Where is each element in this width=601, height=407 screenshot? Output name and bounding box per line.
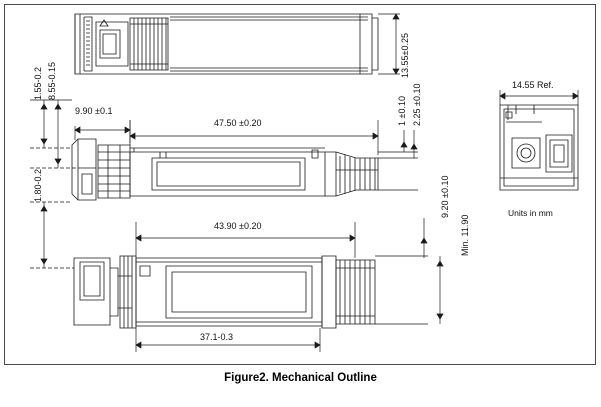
dim-label-2-25: 2.25 ±0.10 xyxy=(412,83,422,126)
dim-9-90 xyxy=(75,120,130,145)
dim-right-small xyxy=(378,130,418,190)
dim-label-37-1: 37.1-0.3 xyxy=(200,332,234,342)
dim-label-9-90: 9.90 ±0.1 xyxy=(75,106,113,116)
dim-label-min-11-90: Min. 11.90 xyxy=(460,214,470,256)
bottom-view-geometry xyxy=(74,256,375,328)
units-note: Units in mm xyxy=(508,208,553,218)
dim-label-43-90: 43.90 ±0.20 xyxy=(214,221,262,231)
dim-top-height xyxy=(378,14,400,74)
dim-label-47-50: 47.50 ±0.20 xyxy=(214,118,262,128)
dim-label-8-55: 8.55-0.15 xyxy=(47,61,57,100)
dim-left-stack xyxy=(30,100,78,168)
dim-label-14-55: 14.55 Ref. xyxy=(512,80,554,90)
dim-label-1-80: 1.80-0.2 xyxy=(33,168,43,202)
figure-caption: Figure2. Mechanical Outline xyxy=(224,372,377,384)
dim-label-1pm: 1 ±0.10 xyxy=(397,96,407,126)
dim-1-80 xyxy=(30,202,74,268)
dim-label-9-20: 9.20 ±0.10 xyxy=(440,175,450,218)
dim-label-1-55: 1.55-0.2 xyxy=(33,66,43,100)
end-view-geometry xyxy=(500,105,578,190)
top-view-geometry xyxy=(75,14,378,74)
side-view-geometry xyxy=(72,139,378,200)
dim-14-55 xyxy=(500,90,578,105)
dim-label-top-height: 13.55±0.25 xyxy=(400,33,410,78)
dim-right-bottom xyxy=(375,218,443,324)
